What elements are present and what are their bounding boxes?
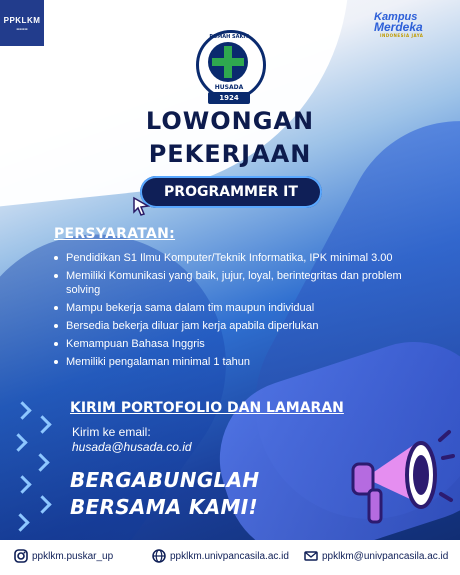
requirement-item: Pendidikan S1 Ilmu Komputer/Teknik Informatika, IPK minimal 3.00	[54, 251, 414, 265]
kampus-merdeka-logo	[374, 12, 450, 48]
megaphone-icon	[345, 420, 455, 535]
title-line2: PEKERJAAN	[148, 140, 312, 168]
website-url: ppklkm.univpancasila.ac.id	[170, 550, 289, 562]
kampus-merdeka-line2: Merdeka	[374, 20, 423, 34]
cta-line2: BERSAMA KAMI!	[70, 495, 258, 519]
hospital-emblem	[196, 30, 266, 102]
requirement-item: Mampu bekerja sama dalam tim maupun individual	[54, 301, 414, 315]
apply-heading: KIRIM PORTOFOLIO DAN LAMARAN	[70, 400, 344, 416]
emblem-top-text: RUMAH SAKIT	[209, 34, 249, 40]
requirement-item: Memiliki Komunikasi yang baik, jujur, loyal, berintegritas dan problem solving	[54, 269, 414, 297]
position-label: PROGRAMMER IT	[164, 184, 298, 200]
emblem-year: 1924	[208, 92, 250, 104]
instagram-icon	[14, 549, 28, 563]
ppklkm-logo	[0, 0, 44, 46]
title-line1: LOWONGAN	[145, 107, 315, 135]
requirement-item: Kemampuan Bahasa Inggris	[54, 337, 414, 351]
cta-line1: BERGABUNGLAH	[70, 468, 260, 492]
requirements-list	[54, 251, 414, 373]
cursor-icon	[132, 196, 150, 216]
mail-icon	[304, 549, 318, 563]
position-badge	[140, 176, 322, 208]
footer-email-address: ppklkm@univpancasila.ac.id	[322, 550, 449, 562]
footer-website[interactable]	[152, 549, 289, 563]
instagram-handle: ppklkm.puskar_up	[32, 550, 114, 562]
emblem-bottom-text: HUSADA	[214, 84, 244, 91]
ppklkm-logo-subtext: ▬▬▬▬	[16, 27, 28, 31]
requirements-heading: PERSYARATAN:	[54, 226, 176, 242]
footer-email[interactable]	[304, 549, 448, 563]
kampus-merdeka-line3: INDONESIA JAYA	[380, 33, 424, 38]
email-label: Kirim ke email:	[72, 425, 151, 439]
ppklkm-logo-text: PPKLKM	[3, 16, 41, 25]
email-address[interactable]: husada@husada.co.id	[72, 440, 192, 454]
globe-icon	[152, 549, 166, 563]
footer-instagram[interactable]	[14, 549, 113, 563]
footer	[0, 540, 460, 575]
kampus-merdeka-line1: Kampus	[374, 11, 418, 23]
requirement-item: Memiliki pengalaman minimal 1 tahun	[54, 355, 414, 369]
requirement-item: Bersedia bekerja diluar jam kerja apabila diperlukan	[54, 319, 414, 333]
